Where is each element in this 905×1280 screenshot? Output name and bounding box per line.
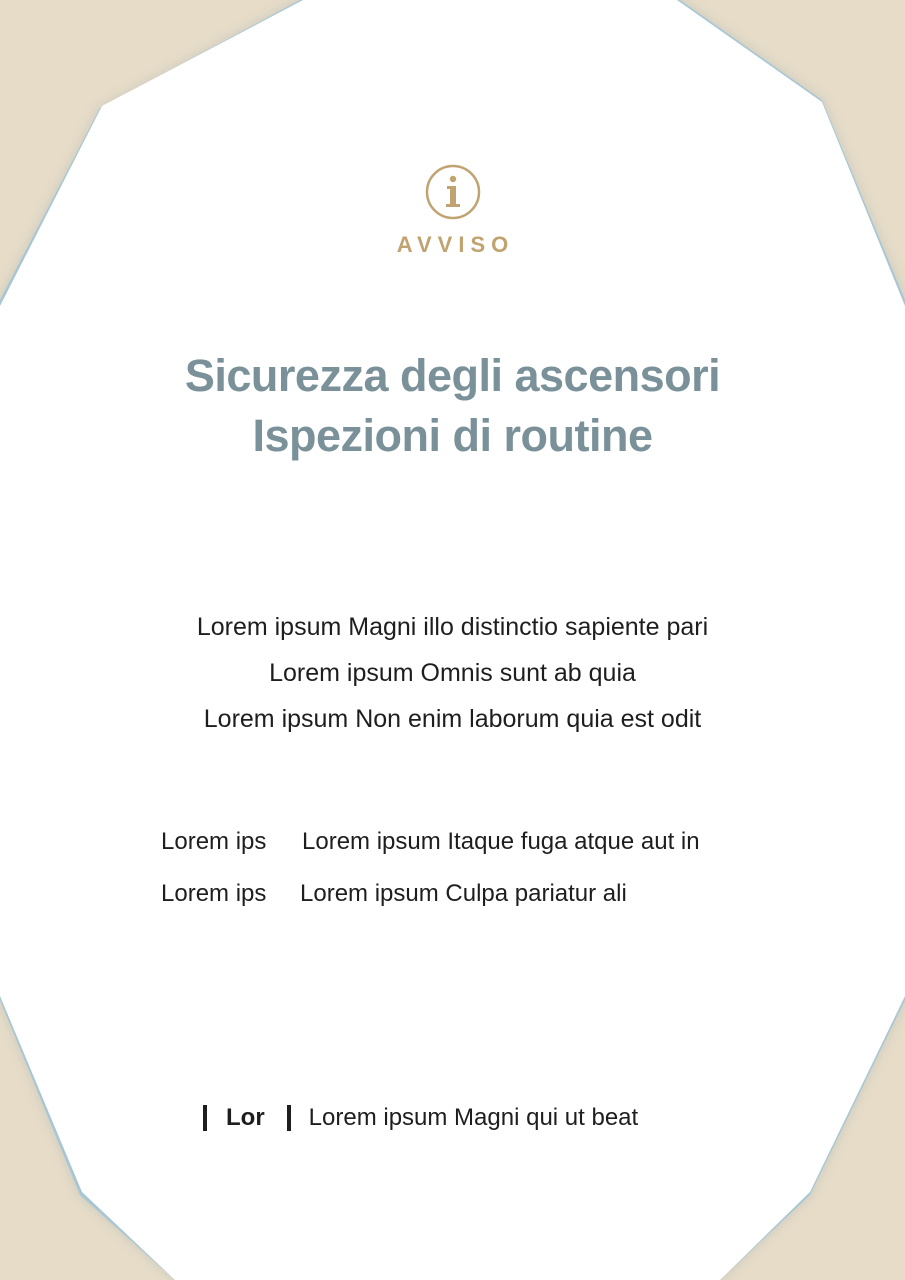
detail-value: Lorem ipsum Culpa pariatur ali <box>300 880 627 907</box>
detail-row <box>161 880 700 932</box>
details-list <box>161 828 700 932</box>
detail-key: Lorem ips <box>161 828 267 855</box>
intro-line: Lorem ipsum Omnis sunt ab quia <box>269 659 636 687</box>
footer-key: Lor <box>226 1104 265 1131</box>
intro-line: Lorem ipsum Magni illo distinctio sapiente pari <box>196 613 709 641</box>
footer-info <box>203 1104 638 1132</box>
divider-bar <box>287 1105 291 1131</box>
footer-value: Lorem ipsum Magni qui ut beat <box>308 1104 639 1131</box>
notice-badge-label: AVVISO <box>396 232 515 257</box>
title-line-2: Ispezioni di routine <box>252 410 653 461</box>
intro-text <box>0 604 905 742</box>
page-title <box>0 346 905 466</box>
intro-line: Lorem ipsum Non enim laborum quia est odit <box>203 705 702 733</box>
divider-bar <box>203 1105 207 1131</box>
title-line-1: Sicurezza degli ascensori <box>184 350 721 401</box>
detail-row <box>161 828 700 880</box>
detail-key: Lorem ips <box>161 880 267 907</box>
info-icon <box>425 164 481 220</box>
notice-badge <box>0 164 905 258</box>
detail-value: Lorem ipsum Itaque fuga atque aut in <box>302 828 700 855</box>
